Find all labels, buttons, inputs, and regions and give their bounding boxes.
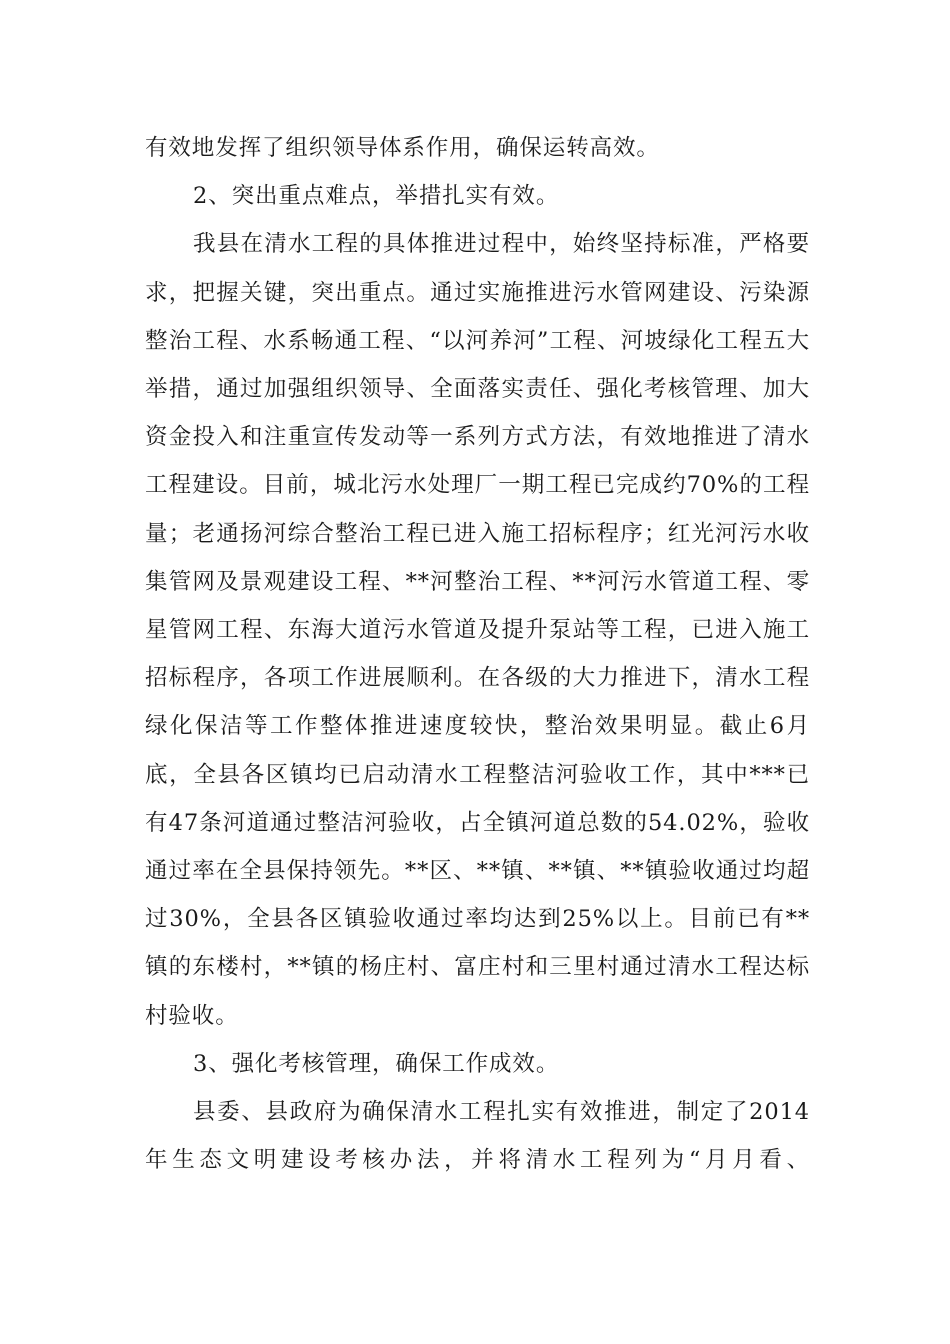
section-heading-3: 3、强化考核管理，确保工作成效。	[193, 1050, 560, 1077]
body-paragraph-continuation: 有效地发挥了组织领导体系作用，确保运转高效。	[145, 135, 660, 161]
document-body	[145, 124, 810, 1184]
body-paragraph-assessment: 县委、县政府为确保清水工程扎实有效推进，制定了2014年生态文明建设考核办法，并将清水工程列为“月月看、	[145, 1099, 810, 1174]
body-paragraph-clean-water-progress: 我县在清水工程的具体推进过程中，始终坚持标准，严格要求，把握关键，突出重点。通过实施推进污水管网建设、污染源整治工程、水系畅通工程、“以河养河”工程、河坡绿化工程五大举措，通过加强组织领导、全面落实责任、强化考核管理、加大资金投入和注重宣传发动等一系列方式方法，有效地推进了清水工程建设。目前，城北污水处理厂一期工程已完成约70%的工程量；老通扬河综合整治工程已进入施工招标程序；红光河污水收集管网及景观建设工程、**河整治工程、**河污水管道工程、零星管网工程、东海大道污水管道及提升泵站等工程，已进入施工招标程序，各项工作进展顺利。在各级的大力推进下，清水工程绿化保洁等工作整体推进速度较快，整治效果明显。截止6月底，全县各区镇均已启动清水工程整洁河验收工作，其中***已有47条河道通过整洁河验收，占全镇河道总数的54.02%，验收通过率在全县保持领先。**区、**镇、**镇、**镇验收通过均超过30%，全县各区镇验收通过率均达到25%以上。目前已有**镇的东楼村，**镇的杨庄村、富庄村和三里村通过清水工程达标村验收。	[145, 231, 810, 1029]
section-heading-2: 2、突出重点难点，举措扎实有效。	[193, 183, 560, 210]
